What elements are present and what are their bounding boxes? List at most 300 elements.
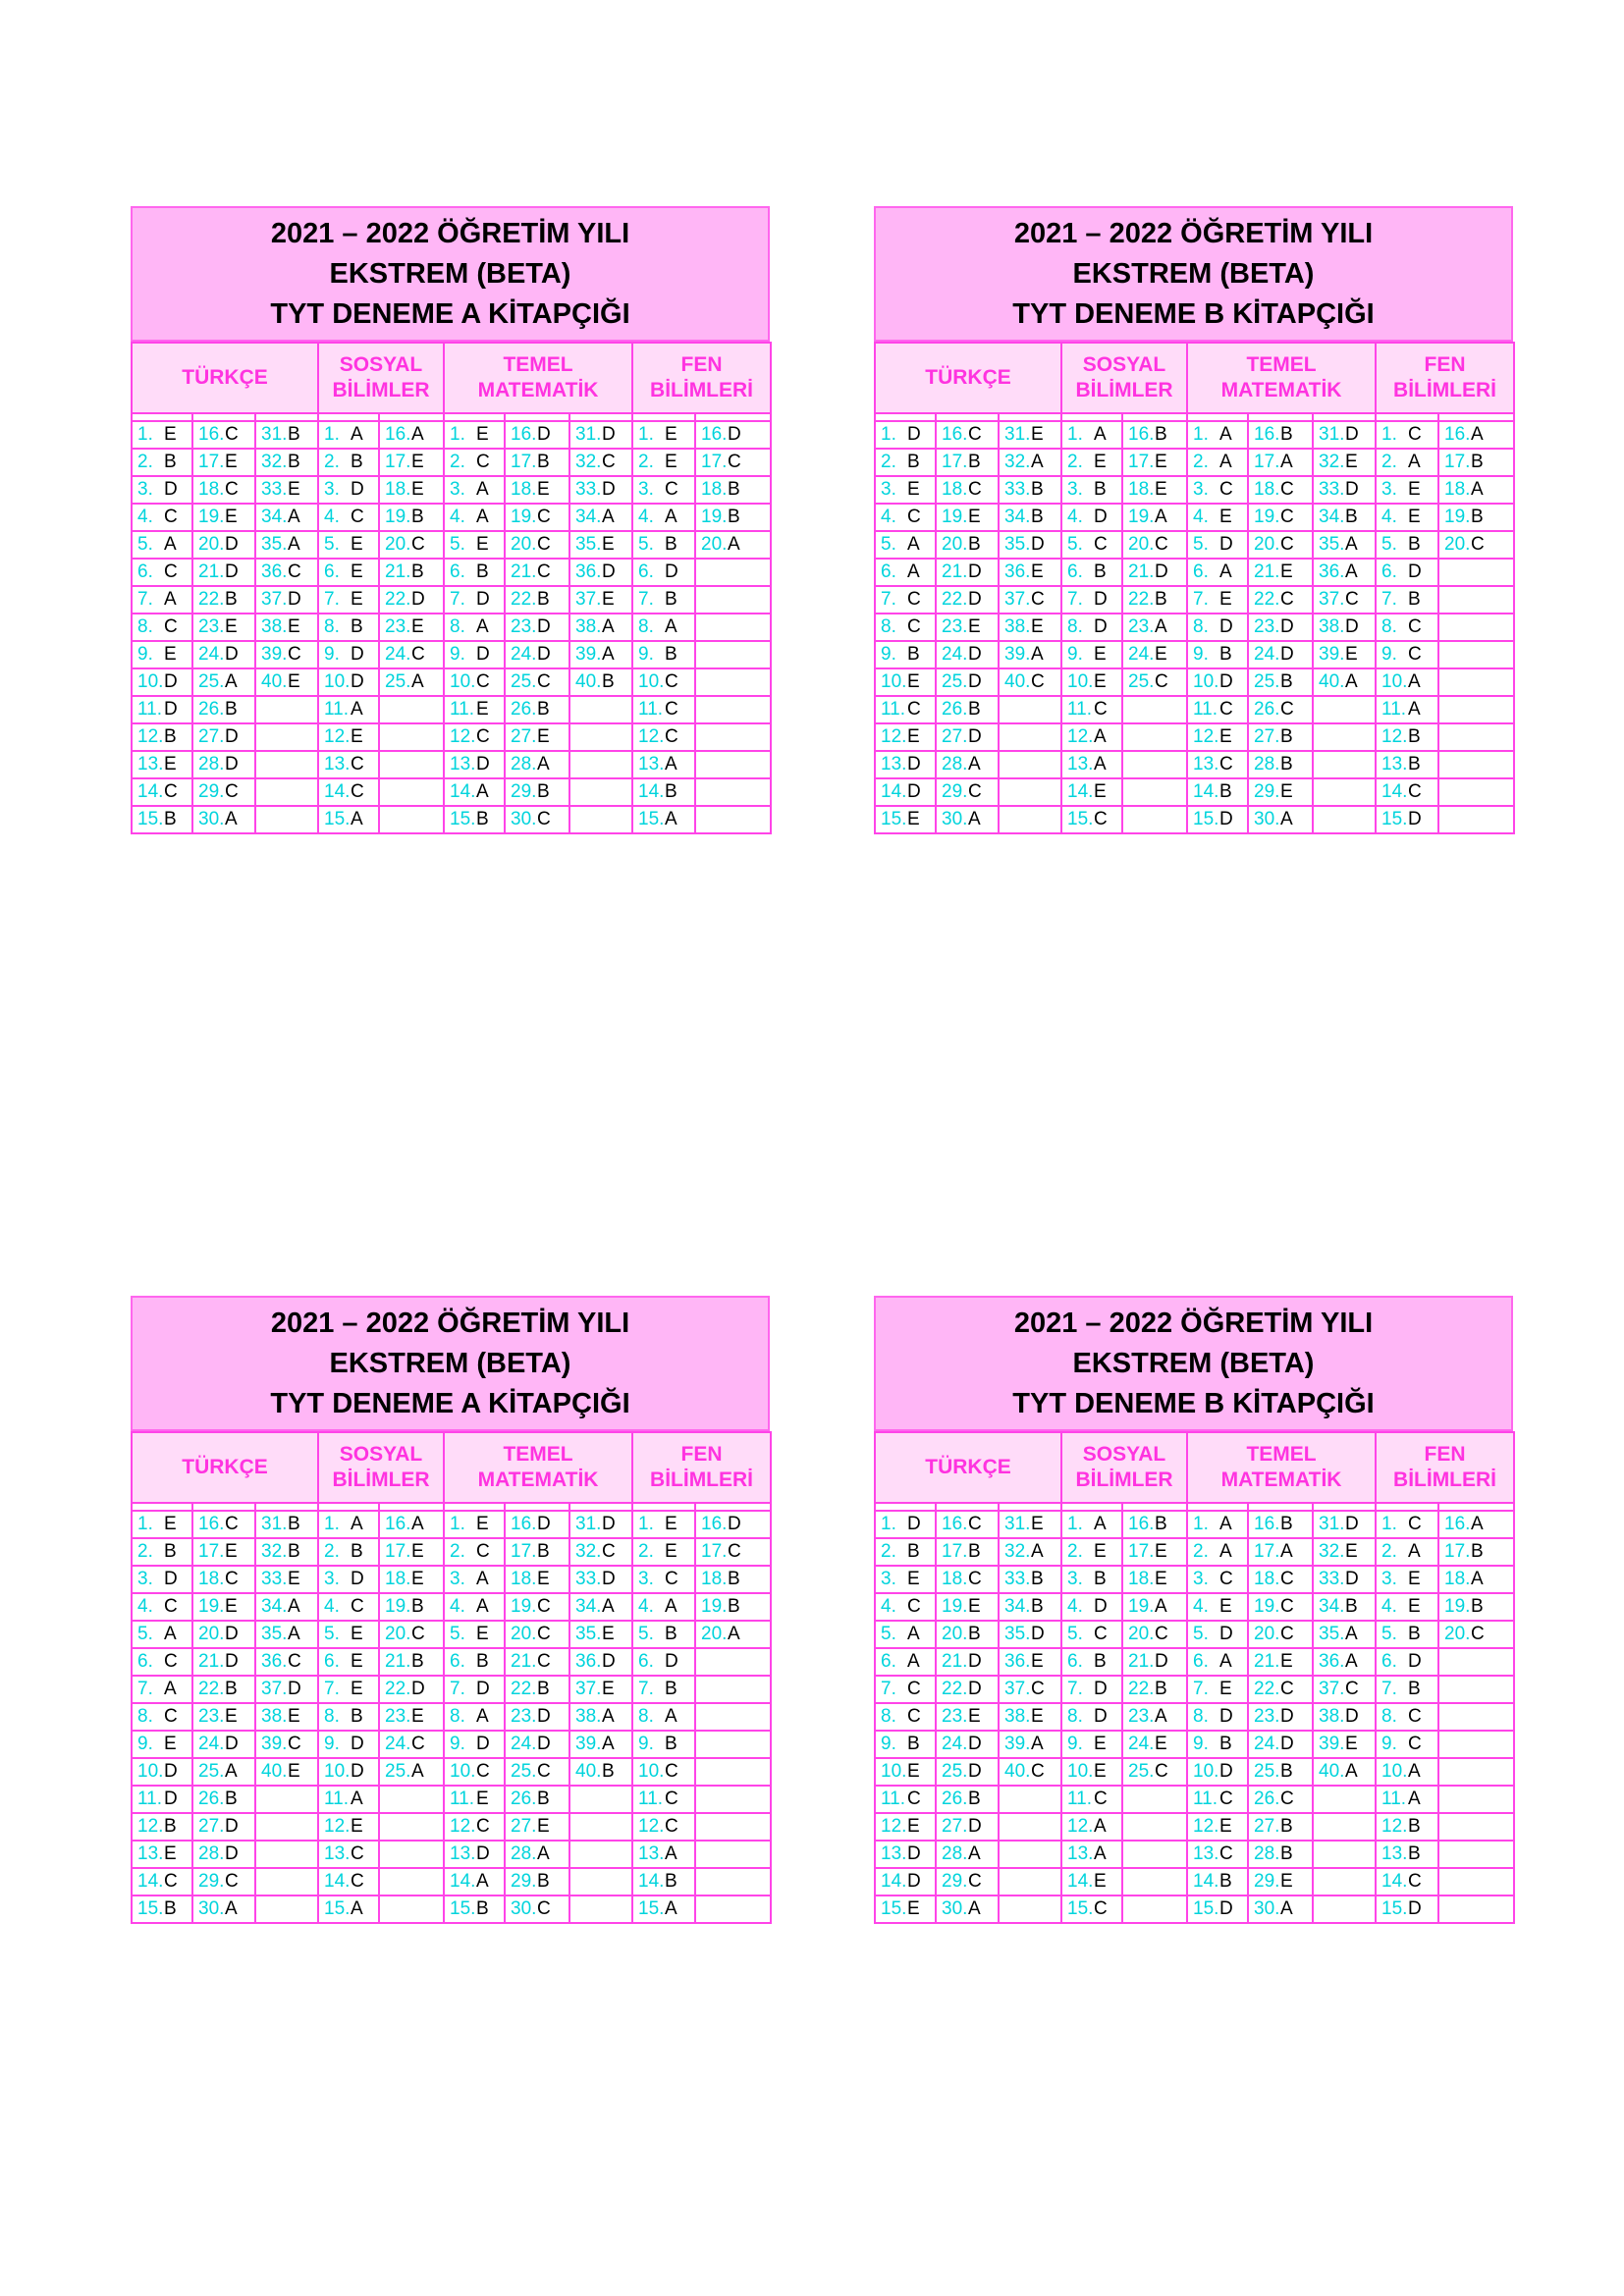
answer-cell xyxy=(569,778,632,806)
answer-letter: A xyxy=(1219,1651,1232,1672)
answer-cell xyxy=(1061,668,1122,696)
answer-cell xyxy=(1122,668,1187,696)
answer-cell xyxy=(632,476,695,504)
answer-letter: E xyxy=(164,644,177,665)
answer-key-card xyxy=(874,1296,1513,1924)
answer-letter: B xyxy=(164,1541,177,1562)
answer-letter: C xyxy=(1155,671,1168,692)
answer-letter: C xyxy=(225,1871,239,1892)
answer-cell xyxy=(875,1511,936,1538)
question-number: 6. xyxy=(881,1651,896,1672)
question-number: 20. xyxy=(198,1624,225,1644)
answer-letter: D xyxy=(1408,1651,1422,1672)
answer-cell xyxy=(695,614,771,641)
answer-letter: A xyxy=(288,1596,300,1617)
answer-letter: B xyxy=(288,1541,300,1562)
answer-cell xyxy=(875,614,936,641)
answer-cell xyxy=(318,641,379,668)
question-number: 40. xyxy=(1004,671,1031,692)
answer-letter: B xyxy=(602,671,615,692)
answer-cell xyxy=(875,1676,936,1703)
answer-letter: D xyxy=(164,699,178,720)
answer-cell xyxy=(632,751,695,778)
answer-cell xyxy=(318,1813,379,1841)
answer-letter: C xyxy=(665,1761,678,1782)
answer-letter: C xyxy=(351,1871,364,1892)
question-number: 16. xyxy=(1128,1514,1155,1534)
answer-cell xyxy=(1187,1813,1248,1841)
answer-letter: C xyxy=(665,1816,678,1837)
answer-cell xyxy=(1438,449,1514,476)
answer-cell xyxy=(569,1703,632,1731)
answer-cell xyxy=(1438,1511,1514,1538)
question-number: 6. xyxy=(1067,1651,1083,1672)
answer-letter: C xyxy=(537,1761,551,1782)
answer-letter: C xyxy=(968,1514,982,1534)
answer-letter: B xyxy=(1280,424,1293,445)
question-number: 37. xyxy=(1319,589,1345,610)
card-title-line: TYT DENEME A KİTAPÇIĞI xyxy=(270,298,630,330)
answer-cell xyxy=(1187,641,1248,668)
answer-cell xyxy=(936,586,999,614)
answer-cell xyxy=(632,1511,695,1538)
answer-letter: C xyxy=(1280,534,1294,555)
answer-cell xyxy=(132,504,192,531)
answer-letter: B xyxy=(665,534,677,555)
answer-cell xyxy=(1061,696,1122,723)
question-number: 6. xyxy=(137,561,153,582)
answer-cell xyxy=(379,751,444,778)
question-number: 5. xyxy=(1381,1624,1397,1644)
answer-letter: B xyxy=(1280,1816,1293,1837)
answer-letter: E xyxy=(1094,452,1107,472)
answer-cell xyxy=(1313,668,1376,696)
question-number: 5. xyxy=(1067,1624,1083,1644)
question-number: 13. xyxy=(1381,1843,1408,1864)
answer-letter: C xyxy=(1408,781,1422,802)
answer-cell xyxy=(379,723,444,751)
table-row xyxy=(875,586,1514,614)
answer-cell xyxy=(1187,751,1248,778)
question-number: 15. xyxy=(137,1898,164,1919)
answer-letter: B xyxy=(1408,754,1421,774)
answer-cell xyxy=(1187,1621,1248,1648)
answer-cell xyxy=(936,1896,999,1923)
answer-cell xyxy=(569,421,632,449)
answer-letter: E xyxy=(907,479,920,500)
question-number: 34. xyxy=(575,1596,602,1617)
answer-letter: C xyxy=(1408,1734,1422,1754)
answer-letter: C xyxy=(537,561,551,582)
question-number: 10. xyxy=(638,1761,665,1782)
answer-cell xyxy=(505,559,569,586)
question-number: 18. xyxy=(1128,1569,1155,1589)
answer-letter: C xyxy=(1155,1761,1168,1782)
question-number: 10. xyxy=(638,671,665,692)
answer-letter: B xyxy=(1280,671,1293,692)
answer-letter: A xyxy=(1345,1624,1358,1644)
answer-letter: B xyxy=(907,452,920,472)
table-row xyxy=(132,1648,771,1676)
table-row xyxy=(132,1511,771,1538)
answer-cell xyxy=(1438,504,1514,531)
answer-letter: A xyxy=(1031,644,1044,665)
answer-cell xyxy=(255,504,318,531)
answer-cell xyxy=(132,1566,192,1593)
answer-cell xyxy=(632,1621,695,1648)
question-number: 30. xyxy=(511,1898,537,1919)
question-number: 4. xyxy=(1193,507,1209,527)
answer-cell xyxy=(936,531,999,559)
answer-cell xyxy=(936,806,999,833)
card-title-line: 2021 – 2022 ÖĞRETİM YILI xyxy=(1013,218,1374,249)
answer-letter: E xyxy=(1155,1569,1167,1589)
answer-cell xyxy=(318,1703,379,1731)
answer-cell xyxy=(505,668,569,696)
answer-letter: E xyxy=(1408,1596,1421,1617)
answer-letter: A xyxy=(1408,671,1421,692)
answer-letter: B xyxy=(1408,1624,1421,1644)
question-number: 6. xyxy=(1381,1651,1397,1672)
question-number: 32. xyxy=(1004,452,1031,472)
answer-cell xyxy=(569,449,632,476)
answer-cell xyxy=(132,1621,192,1648)
answer-letter: A xyxy=(476,1871,489,1892)
answer-cell xyxy=(379,1868,444,1896)
answer-cell xyxy=(632,449,695,476)
answer-letter: B xyxy=(665,589,677,610)
question-number: 20. xyxy=(1444,534,1471,555)
question-number: 1. xyxy=(1193,424,1209,445)
answer-letter: A xyxy=(1471,1569,1484,1589)
question-number: 7. xyxy=(137,1679,153,1699)
answer-letter: E xyxy=(1408,479,1421,500)
question-number: 38. xyxy=(261,1706,288,1727)
answer-letter: C xyxy=(907,1789,921,1809)
question-number: 4. xyxy=(450,507,465,527)
question-number: 7. xyxy=(881,1679,896,1699)
question-number: 35. xyxy=(1319,534,1345,555)
answer-cell xyxy=(1248,1511,1313,1538)
question-number: 17. xyxy=(198,452,225,472)
answer-letter: A xyxy=(907,1651,920,1672)
answer-cell xyxy=(192,559,255,586)
answer-cell xyxy=(1438,696,1514,723)
table-row xyxy=(132,1538,771,1566)
question-number: 9. xyxy=(324,644,340,665)
answer-cell xyxy=(1122,1841,1187,1868)
answer-letter: E xyxy=(1219,1816,1232,1837)
question-number: 22. xyxy=(511,1679,537,1699)
answer-table xyxy=(874,342,1515,834)
question-number: 38. xyxy=(1319,616,1345,637)
question-number: 37. xyxy=(261,589,288,610)
answer-letter: D xyxy=(968,1761,982,1782)
question-number: 21. xyxy=(198,561,225,582)
answer-cell xyxy=(379,696,444,723)
answer-cell xyxy=(936,1621,999,1648)
answer-letter: B xyxy=(665,1734,677,1754)
answer-letter: D xyxy=(288,1679,301,1699)
answer-letter: D xyxy=(476,644,490,665)
question-number: 5. xyxy=(881,534,896,555)
answer-letter: E xyxy=(1094,671,1107,692)
answer-letter: A xyxy=(351,699,363,720)
answer-cell xyxy=(999,1786,1061,1813)
answer-cell xyxy=(1061,1511,1122,1538)
answer-cell xyxy=(569,1896,632,1923)
table-row xyxy=(132,1593,771,1621)
answer-letter: C xyxy=(225,1514,239,1534)
answer-cell xyxy=(875,1566,936,1593)
answer-letter: A xyxy=(1031,1541,1044,1562)
answer-cell xyxy=(1313,1786,1376,1813)
subject-header: FEN BİLİMLERİ xyxy=(1376,343,1514,413)
answer-letter: E xyxy=(288,1761,300,1782)
answer-cell xyxy=(1376,559,1438,586)
answer-cell xyxy=(1187,1566,1248,1593)
answer-letter: B xyxy=(225,699,238,720)
answer-letter: B xyxy=(1408,1843,1421,1864)
answer-letter: D xyxy=(1345,1569,1359,1589)
answer-cell xyxy=(999,723,1061,751)
question-number: 17. xyxy=(385,1541,411,1562)
answer-cell xyxy=(999,1511,1061,1538)
question-number: 8. xyxy=(1193,616,1209,637)
answer-cell xyxy=(632,641,695,668)
answer-table xyxy=(131,1431,772,1924)
question-number: 15. xyxy=(450,1898,476,1919)
question-number: 7. xyxy=(638,1679,654,1699)
answer-cell xyxy=(1438,778,1514,806)
answer-cell xyxy=(1122,421,1187,449)
answer-letter: B xyxy=(1031,1569,1044,1589)
answer-letter: B xyxy=(1155,589,1167,610)
answer-cell xyxy=(1122,531,1187,559)
answer-letter: D xyxy=(968,644,982,665)
answer-cell xyxy=(1438,559,1514,586)
answer-letter: C xyxy=(1219,1569,1233,1589)
answer-letter: E xyxy=(476,424,489,445)
question-number: 6. xyxy=(1193,561,1209,582)
question-number: 5. xyxy=(450,1624,465,1644)
question-number: 4. xyxy=(881,507,896,527)
question-number: 28. xyxy=(511,754,537,774)
answer-cell xyxy=(255,778,318,806)
answer-letter: E xyxy=(164,1734,177,1754)
answer-letter: E xyxy=(351,1651,363,1672)
answer-letter: B xyxy=(411,1651,424,1672)
answer-cell xyxy=(936,778,999,806)
answer-letter: C xyxy=(1408,1871,1422,1892)
answer-letter: C xyxy=(1155,1624,1168,1644)
answer-letter: B xyxy=(476,561,489,582)
question-number: 5. xyxy=(1381,534,1397,555)
question-number: 26. xyxy=(1254,1789,1280,1809)
answer-letter: C xyxy=(1094,699,1108,720)
question-number: 30. xyxy=(198,809,225,829)
answer-letter: D xyxy=(728,424,741,445)
question-number: 17. xyxy=(511,1541,537,1562)
answer-cell xyxy=(132,696,192,723)
answer-cell xyxy=(1122,778,1187,806)
answer-letter: B xyxy=(225,1789,238,1809)
question-number: 7. xyxy=(1067,589,1083,610)
question-number: 19. xyxy=(198,507,225,527)
answer-cell xyxy=(999,1813,1061,1841)
answer-letter: B xyxy=(728,507,740,527)
question-number: 8. xyxy=(1381,616,1397,637)
answer-cell xyxy=(695,421,771,449)
question-number: 6. xyxy=(1381,561,1397,582)
answer-cell xyxy=(255,806,318,833)
answer-letter: A xyxy=(1219,424,1232,445)
answer-letter: D xyxy=(1094,616,1108,637)
answer-cell xyxy=(255,751,318,778)
answer-letter: D xyxy=(602,1651,616,1672)
question-number: 6. xyxy=(450,1651,465,1672)
question-number: 21. xyxy=(511,1651,537,1672)
question-number: 2. xyxy=(1193,1541,1209,1562)
answer-letter: E xyxy=(164,424,177,445)
answer-cell xyxy=(192,1896,255,1923)
answer-letter: C xyxy=(476,671,490,692)
answer-letter: C xyxy=(1280,1569,1294,1589)
answer-cell xyxy=(318,476,379,504)
answer-key-card xyxy=(131,206,770,834)
answer-cell xyxy=(1438,586,1514,614)
answer-letter: B xyxy=(665,1624,677,1644)
answer-letter: C xyxy=(665,671,678,692)
subject-header: FEN BİLİMLERİ xyxy=(1376,1432,1514,1503)
answer-cell xyxy=(1376,1648,1438,1676)
answer-letter: B xyxy=(351,1706,363,1727)
answer-letter: A xyxy=(907,534,920,555)
answer-cell xyxy=(875,531,936,559)
answer-letter: D xyxy=(537,1514,551,1534)
answer-cell xyxy=(1122,1813,1187,1841)
question-number: 15. xyxy=(1193,809,1219,829)
answer-letter: B xyxy=(1345,1596,1358,1617)
answer-cell xyxy=(379,1786,444,1813)
answer-letter: A xyxy=(968,1843,981,1864)
answer-cell xyxy=(444,641,505,668)
answer-letter: D xyxy=(476,1843,490,1864)
answer-letter: C xyxy=(476,726,490,747)
question-number: 18. xyxy=(198,1569,225,1589)
answer-letter: C xyxy=(1094,534,1108,555)
answer-cell xyxy=(1187,586,1248,614)
question-number: 2. xyxy=(1381,1541,1397,1562)
question-number: 31. xyxy=(575,1514,602,1534)
answer-table xyxy=(874,1431,1515,1924)
answer-letter: B xyxy=(537,1871,550,1892)
answer-cell xyxy=(379,559,444,586)
question-number: 12. xyxy=(638,1816,665,1837)
question-number: 18. xyxy=(1444,479,1471,500)
answer-letter: E xyxy=(1094,1734,1107,1754)
answer-letter: D xyxy=(225,754,239,774)
answer-cell xyxy=(444,696,505,723)
question-number: 2. xyxy=(1067,1541,1083,1562)
answer-cell xyxy=(1187,1786,1248,1813)
question-number: 1. xyxy=(450,424,465,445)
question-number: 10. xyxy=(1193,671,1219,692)
answer-cell xyxy=(1122,586,1187,614)
answer-cell xyxy=(379,1566,444,1593)
answer-cell xyxy=(444,531,505,559)
question-number: 9. xyxy=(1193,644,1209,665)
answer-letter: D xyxy=(1345,616,1359,637)
question-number: 30. xyxy=(511,809,537,829)
answer-letter: A xyxy=(225,1761,238,1782)
answer-cell xyxy=(379,1731,444,1758)
table-row xyxy=(132,1731,771,1758)
question-number: 9. xyxy=(137,1734,153,1754)
answer-cell xyxy=(875,778,936,806)
answer-cell xyxy=(132,1758,192,1786)
question-number: 35. xyxy=(575,534,602,555)
answer-cell xyxy=(936,1676,999,1703)
table-row xyxy=(132,1841,771,1868)
answer-cell xyxy=(569,1621,632,1648)
question-number: 3. xyxy=(324,1569,340,1589)
answer-cell xyxy=(192,1676,255,1703)
question-number: 16. xyxy=(942,424,968,445)
answer-letter: B xyxy=(665,781,677,802)
answer-letter: B xyxy=(665,1871,677,1892)
answer-cell xyxy=(1438,531,1514,559)
question-number: 40. xyxy=(575,671,602,692)
answer-letter: D xyxy=(164,1789,178,1809)
question-number: 10. xyxy=(1381,1761,1408,1782)
answer-cell xyxy=(936,1648,999,1676)
answer-cell xyxy=(936,1538,999,1566)
answer-letter: B xyxy=(537,589,550,610)
answer-cell xyxy=(569,1786,632,1813)
answer-letter: D xyxy=(1031,1624,1045,1644)
answer-letter: A xyxy=(665,507,677,527)
answer-letter: B xyxy=(1280,1843,1293,1864)
card-title-line: EKSTREM (BETA) xyxy=(329,1348,571,1379)
answer-cell xyxy=(632,1896,695,1923)
answer-letter: A xyxy=(476,507,489,527)
answer-letter: B xyxy=(164,1898,177,1919)
answer-letter: C xyxy=(225,1569,239,1589)
question-number: 19. xyxy=(701,1596,728,1617)
answer-letter: D xyxy=(225,1734,239,1754)
question-number: 28. xyxy=(511,1843,537,1864)
answer-letter: A xyxy=(1345,1651,1358,1672)
answer-letter: A xyxy=(1408,1541,1421,1562)
answer-cell xyxy=(1438,421,1514,449)
answer-cell xyxy=(444,1703,505,1731)
answer-letter: C xyxy=(1094,1789,1108,1809)
question-number: 2. xyxy=(881,1541,896,1562)
answer-cell xyxy=(255,668,318,696)
answer-cell xyxy=(1248,1896,1313,1923)
answer-cell xyxy=(255,723,318,751)
answer-letter: C xyxy=(164,507,178,527)
answer-cell xyxy=(318,1868,379,1896)
question-number: 17. xyxy=(385,452,411,472)
question-number: 39. xyxy=(1319,644,1345,665)
answer-cell xyxy=(444,1841,505,1868)
question-number: 33. xyxy=(261,1569,288,1589)
answer-cell xyxy=(1248,1786,1313,1813)
answer-cell xyxy=(999,1703,1061,1731)
answer-cell xyxy=(192,1593,255,1621)
